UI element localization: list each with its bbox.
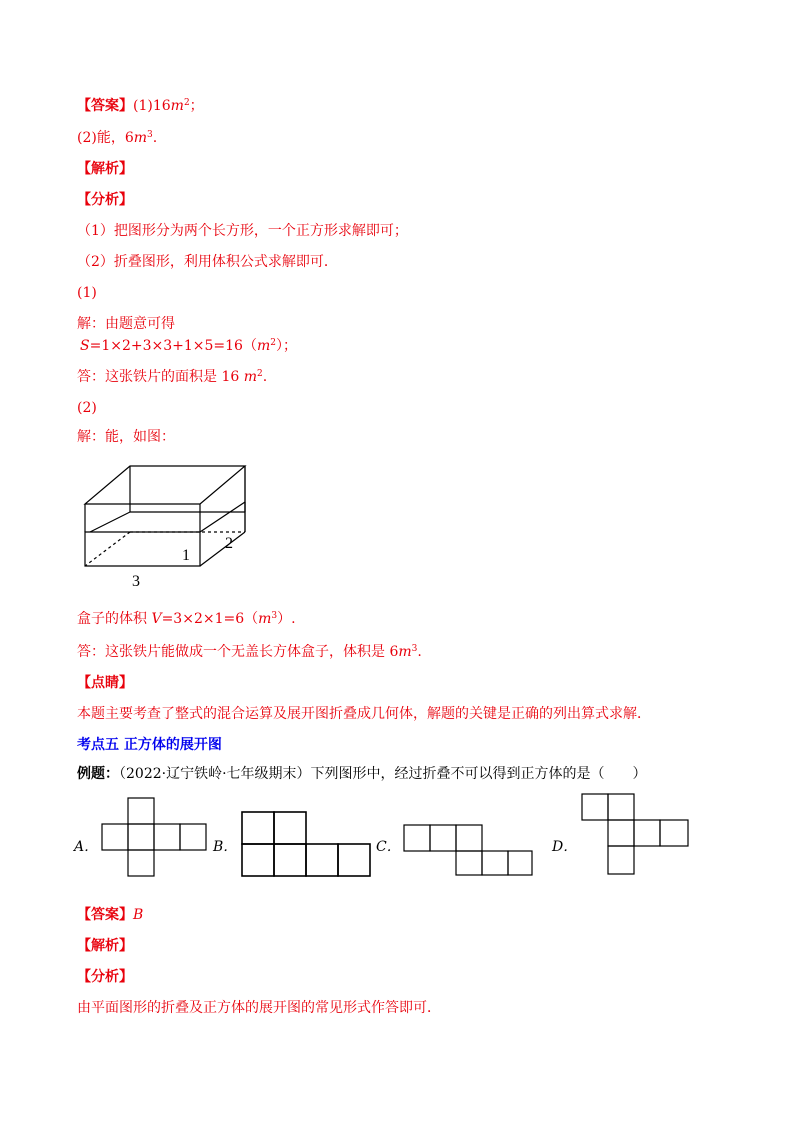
unit-m: m [398, 644, 412, 660]
option-c-net [402, 823, 534, 877]
volume-text: 盒子的体积 [77, 611, 152, 627]
volume-tail: ）. [277, 611, 296, 627]
part2-label: (2) [77, 400, 97, 416]
jiexi-label: 【解析】 [77, 161, 133, 177]
box-label-depth: 2 [225, 535, 233, 552]
answer-area-tail: . [262, 369, 268, 385]
answer-area-text [77, 368, 267, 386]
formula-expr: =1×2+3×3+1×5=16（ [89, 338, 257, 354]
box-inner-edge [90, 512, 130, 532]
example-label: 例题： [77, 766, 119, 782]
var-s: S [80, 338, 90, 354]
unit-m: m [258, 611, 272, 627]
volume-expr: =3×2×1=6（ [161, 611, 259, 627]
exponent: 3 [411, 644, 418, 654]
formula-tail: ）； [275, 338, 297, 354]
section-title: 考点五 正方体的展开图 [77, 737, 222, 753]
unit-m: m [133, 130, 148, 146]
answer-label: 【答案】 [77, 98, 133, 114]
final-text: 由平面图形的折叠及正方体的展开图的常见形式作答即可． [77, 1000, 441, 1016]
example-question [77, 765, 647, 783]
solve-2: 解：能，如图： [77, 429, 175, 445]
dianjing-text: 本题主要考查了整式的混合运算及展开图折叠成几何体，解题的关键是正确的列出算式求解． [77, 706, 651, 722]
answer-line-2 [77, 129, 157, 147]
answer-volume [77, 643, 422, 661]
option-c-label: C． [376, 839, 401, 855]
formula-area [80, 337, 297, 355]
jiexi-label-2: 【解析】 [77, 938, 133, 954]
exponent: 2 [257, 369, 263, 379]
option-a-net [100, 796, 210, 878]
fenxi-label: 【分析】 [77, 192, 133, 208]
exponent: 2 [270, 338, 276, 348]
answer-value: B [133, 907, 144, 923]
exponent: 2 [183, 98, 190, 108]
fenxi-step-1: （1）把图形分为两个长方形，一个正方形求解即可； [77, 223, 408, 239]
answer-label: 【答案】 [77, 907, 133, 923]
answer-tail: ； [189, 98, 204, 114]
option-d-label: D． [552, 839, 578, 855]
exponent: 3 [271, 611, 278, 621]
answer-area-body: 答：这张铁片的面积是 16 [77, 369, 244, 385]
volume-line [77, 610, 296, 628]
unit-m: m [243, 369, 257, 385]
answer-volume-tail: . [417, 644, 422, 660]
answer-b-line [77, 906, 143, 924]
box-label-width: 3 [132, 573, 140, 590]
answer-line-1 [77, 97, 204, 115]
fenxi-step-2: （2）折叠图形，利用体积公式求解即可． [77, 254, 338, 270]
box-edge [200, 502, 245, 532]
example-text: （2022·辽宁铁岭·七年级期末）下列图形中，经过折叠不可以得到正方体的是（ ） [119, 766, 647, 782]
exponent: 3 [147, 130, 153, 140]
answer-tail: . [152, 130, 158, 146]
box-hidden-edge [85, 532, 130, 566]
var-v: V [151, 611, 162, 627]
dianjing-label: 【点睛】 [77, 675, 133, 691]
box-edge [200, 532, 245, 566]
box-label-height: 1 [182, 547, 190, 564]
part1-label: (1) [77, 285, 97, 301]
solve-1: 解：由题意可得 [77, 316, 175, 332]
option-a-label: A． [74, 839, 99, 855]
option-b-label: B． [213, 839, 238, 855]
fenxi-label-2: 【分析】 [77, 969, 133, 985]
unit-m: m [170, 98, 184, 114]
option-d-net [580, 792, 692, 876]
unit-m: m [256, 338, 271, 354]
box-top-rim [85, 466, 245, 504]
open-box-figure [70, 460, 260, 590]
answer-volume-body: 答：这张铁片能做成一个无盖长方体盒子，体积是 6 [77, 644, 399, 660]
answer-part1: (1)16 [133, 98, 171, 114]
answer-part2: (2)能，6 [77, 130, 134, 146]
option-b-net [240, 810, 372, 878]
